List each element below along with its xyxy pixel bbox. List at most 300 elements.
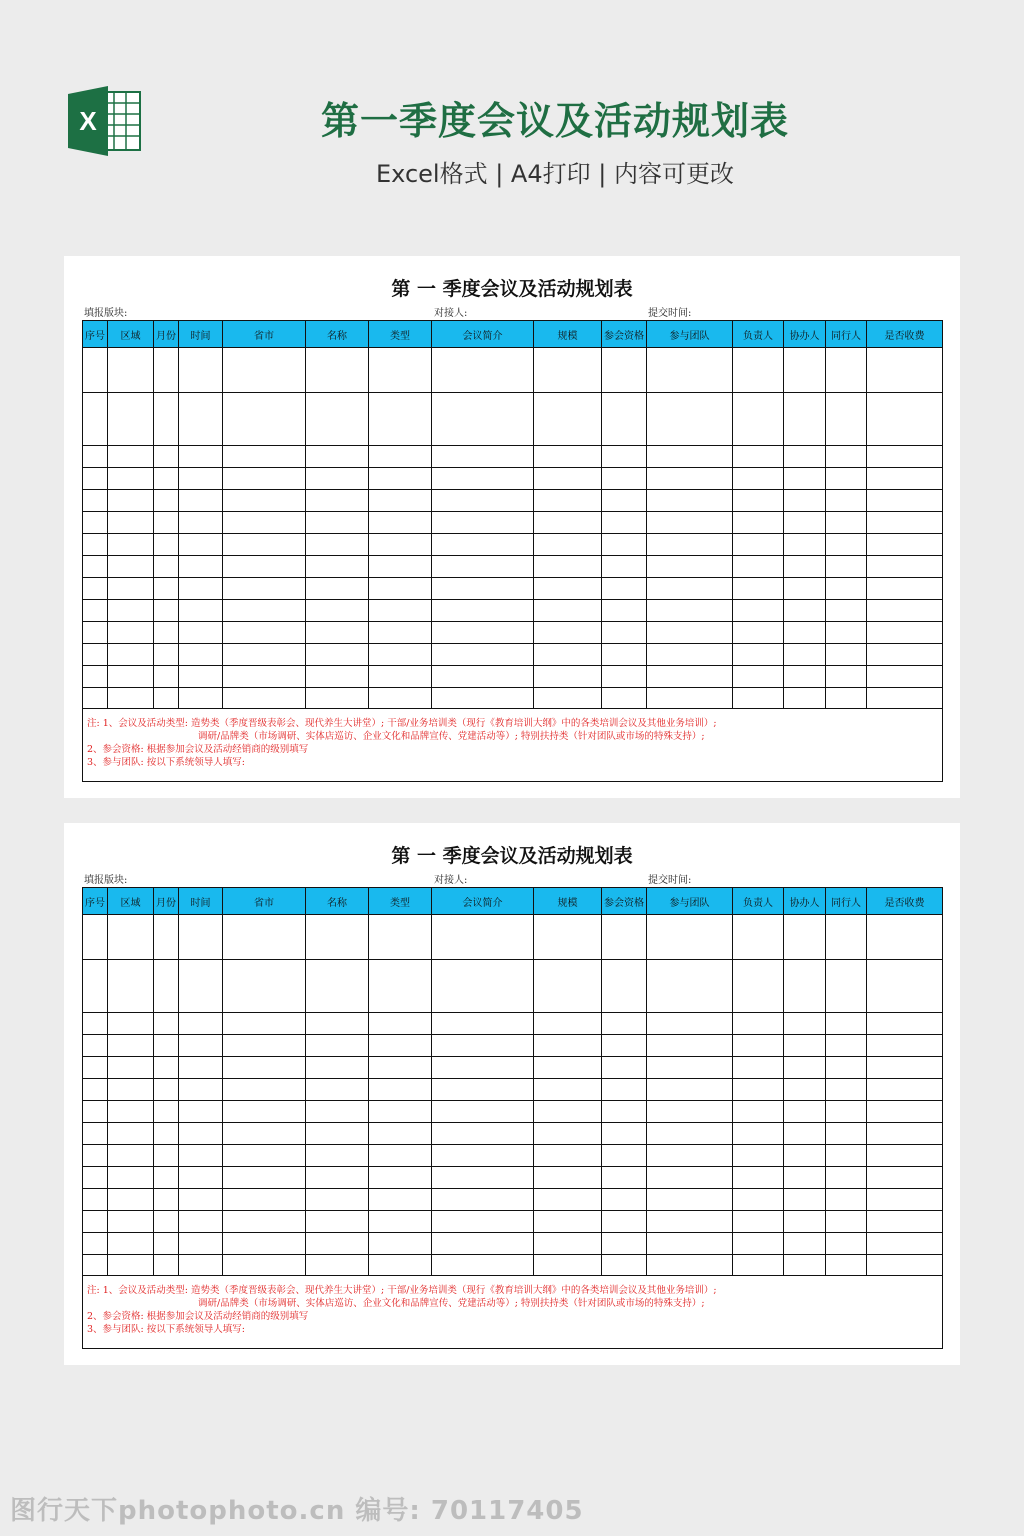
table-cell[interactable] [306,446,369,468]
table-cell[interactable] [784,1101,826,1123]
table-cell[interactable] [784,915,826,960]
table-cell[interactable] [867,446,943,468]
table-cell[interactable] [602,490,647,512]
table-cell[interactable] [369,1255,432,1276]
table-cell[interactable] [867,1255,943,1276]
table-cell[interactable] [369,960,432,1013]
table-cell[interactable] [647,468,733,490]
table-cell[interactable] [784,534,826,556]
table-cell[interactable] [534,1013,602,1035]
table-cell[interactable] [826,1211,867,1233]
table-cell[interactable] [154,1189,179,1211]
table-cell[interactable] [223,393,306,446]
table-cell[interactable] [602,1255,647,1276]
table-cell[interactable] [369,1101,432,1123]
table-cell[interactable] [647,556,733,578]
table-cell[interactable] [826,622,867,644]
table-cell[interactable] [369,644,432,666]
table-cell[interactable] [826,1189,867,1211]
table-cell[interactable] [179,578,223,600]
table-cell[interactable] [647,393,733,446]
table-cell[interactable] [306,1057,369,1079]
table-cell[interactable] [306,1189,369,1211]
table-cell[interactable] [534,622,602,644]
table-cell[interactable] [784,622,826,644]
table-cell[interactable] [647,1013,733,1035]
table-cell[interactable] [733,644,784,666]
table-cell[interactable] [602,446,647,468]
table-cell[interactable] [432,556,534,578]
table-cell[interactable] [154,915,179,960]
table-cell[interactable] [432,1189,534,1211]
table-cell[interactable] [602,1057,647,1079]
table-cell[interactable] [369,1123,432,1145]
table-cell[interactable] [223,915,306,960]
table-cell[interactable] [306,622,369,644]
table-cell[interactable] [83,644,108,666]
table-cell[interactable] [154,600,179,622]
table-cell[interactable] [647,600,733,622]
table-cell[interactable] [154,490,179,512]
table-cell[interactable] [534,1189,602,1211]
table-cell[interactable] [154,468,179,490]
table-cell[interactable] [867,512,943,534]
table-cell[interactable] [179,512,223,534]
table-cell[interactable] [647,915,733,960]
table-cell[interactable] [179,915,223,960]
table-cell[interactable] [154,666,179,688]
table-cell[interactable] [534,688,602,709]
table-cell[interactable] [154,1123,179,1145]
table-cell[interactable] [784,512,826,534]
table-cell[interactable] [784,1211,826,1233]
table-cell[interactable] [179,688,223,709]
table-cell[interactable] [432,1013,534,1035]
table-cell[interactable] [534,1101,602,1123]
table-cell[interactable] [647,1145,733,1167]
table-cell[interactable] [733,1233,784,1255]
table-cell[interactable] [602,600,647,622]
table-cell[interactable] [83,688,108,709]
table-cell[interactable] [647,446,733,468]
table-cell[interactable] [179,1013,223,1035]
table-cell[interactable] [867,644,943,666]
table-cell[interactable] [867,578,943,600]
table-cell[interactable] [223,556,306,578]
table-cell[interactable] [223,1189,306,1211]
table-cell[interactable] [179,468,223,490]
table-cell[interactable] [826,393,867,446]
table-cell[interactable] [602,1211,647,1233]
table-cell[interactable] [647,1211,733,1233]
table-cell[interactable] [534,1211,602,1233]
table-cell[interactable] [179,1255,223,1276]
table-cell[interactable] [784,348,826,393]
table-cell[interactable] [108,1233,154,1255]
table-cell[interactable] [733,688,784,709]
table-cell[interactable] [223,468,306,490]
table-cell[interactable] [733,578,784,600]
table-cell[interactable] [784,1123,826,1145]
table-cell[interactable] [432,468,534,490]
table-cell[interactable] [223,688,306,709]
table-cell[interactable] [647,578,733,600]
table-cell[interactable] [432,1211,534,1233]
table-cell[interactable] [369,393,432,446]
table-cell[interactable] [733,1255,784,1276]
table-cell[interactable] [179,1189,223,1211]
table-cell[interactable] [83,393,108,446]
table-cell[interactable] [647,1189,733,1211]
table-cell[interactable] [826,1101,867,1123]
table-cell[interactable] [432,1167,534,1189]
table-cell[interactable] [108,960,154,1013]
table-cell[interactable] [432,1123,534,1145]
table-cell[interactable] [223,1013,306,1035]
table-cell[interactable] [369,578,432,600]
table-cell[interactable] [534,578,602,600]
table-cell[interactable] [534,1255,602,1276]
table-cell[interactable] [826,468,867,490]
table-cell[interactable] [647,622,733,644]
table-cell[interactable] [223,600,306,622]
table-cell[interactable] [223,1123,306,1145]
table-cell[interactable] [154,1101,179,1123]
table-cell[interactable] [867,1145,943,1167]
table-cell[interactable] [432,1255,534,1276]
table-cell[interactable] [369,556,432,578]
table-cell[interactable] [867,468,943,490]
table-cell[interactable] [784,644,826,666]
table-cell[interactable] [784,578,826,600]
table-cell[interactable] [432,600,534,622]
table-cell[interactable] [826,490,867,512]
table-cell[interactable] [867,960,943,1013]
table-cell[interactable] [647,1123,733,1145]
table-cell[interactable] [733,1079,784,1101]
table-cell[interactable] [306,348,369,393]
table-cell[interactable] [534,1035,602,1057]
table-cell[interactable] [179,556,223,578]
table-cell[interactable] [733,960,784,1013]
table-cell[interactable] [826,1123,867,1145]
table-cell[interactable] [223,666,306,688]
table-cell[interactable] [179,1057,223,1079]
table-cell[interactable] [647,666,733,688]
table-cell[interactable] [108,512,154,534]
table-cell[interactable] [369,622,432,644]
table-cell[interactable] [432,490,534,512]
table-cell[interactable] [784,1079,826,1101]
table-cell[interactable] [369,688,432,709]
table-cell[interactable] [83,490,108,512]
table-cell[interactable] [179,393,223,446]
table-cell[interactable] [826,1233,867,1255]
table-cell[interactable] [647,348,733,393]
table-cell[interactable] [108,1167,154,1189]
table-cell[interactable] [867,666,943,688]
table-cell[interactable] [306,468,369,490]
table-cell[interactable] [826,578,867,600]
table-cell[interactable] [647,644,733,666]
table-cell[interactable] [223,578,306,600]
table-cell[interactable] [369,490,432,512]
table-cell[interactable] [108,622,154,644]
table-cell[interactable] [647,534,733,556]
table-cell[interactable] [867,1233,943,1255]
table-cell[interactable] [867,622,943,644]
table-cell[interactable] [784,688,826,709]
table-cell[interactable] [647,1167,733,1189]
table-cell[interactable] [602,468,647,490]
table-cell[interactable] [83,578,108,600]
table-cell[interactable] [432,688,534,709]
table-cell[interactable] [108,1079,154,1101]
table-cell[interactable] [179,1233,223,1255]
table-cell[interactable] [826,1167,867,1189]
table-cell[interactable] [369,1145,432,1167]
table-cell[interactable] [733,348,784,393]
table-cell[interactable] [867,534,943,556]
table-cell[interactable] [179,600,223,622]
table-cell[interactable] [154,446,179,468]
table-cell[interactable] [432,644,534,666]
table-cell[interactable] [826,1079,867,1101]
table-cell[interactable] [83,556,108,578]
table-cell[interactable] [154,1013,179,1035]
table-cell[interactable] [602,644,647,666]
table-cell[interactable] [733,1145,784,1167]
table-cell[interactable] [826,1035,867,1057]
table-cell[interactable] [154,1035,179,1057]
table-cell[interactable] [306,1035,369,1057]
table-cell[interactable] [369,1013,432,1035]
table-cell[interactable] [647,1035,733,1057]
table-cell[interactable] [306,1233,369,1255]
table-cell[interactable] [83,1167,108,1189]
table-cell[interactable] [534,534,602,556]
table-cell[interactable] [179,446,223,468]
table-cell[interactable] [784,468,826,490]
table-cell[interactable] [602,666,647,688]
table-cell[interactable] [432,446,534,468]
table-cell[interactable] [534,1057,602,1079]
table-cell[interactable] [784,393,826,446]
table-cell[interactable] [369,915,432,960]
table-cell[interactable] [602,1233,647,1255]
table-cell[interactable] [306,915,369,960]
table-cell[interactable] [826,446,867,468]
table-cell[interactable] [306,1211,369,1233]
table-cell[interactable] [306,644,369,666]
table-cell[interactable] [867,348,943,393]
table-cell[interactable] [867,1167,943,1189]
table-cell[interactable] [867,688,943,709]
table-cell[interactable] [733,1057,784,1079]
table-cell[interactable] [83,622,108,644]
table-cell[interactable] [534,1167,602,1189]
table-cell[interactable] [647,1233,733,1255]
table-cell[interactable] [306,512,369,534]
table-cell[interactable] [602,915,647,960]
table-cell[interactable] [602,556,647,578]
table-cell[interactable] [432,393,534,446]
table-cell[interactable] [432,534,534,556]
table-cell[interactable] [733,1167,784,1189]
table-cell[interactable] [369,1211,432,1233]
table-cell[interactable] [534,960,602,1013]
table-cell[interactable] [733,393,784,446]
table-cell[interactable] [826,915,867,960]
table-cell[interactable] [867,1123,943,1145]
table-cell[interactable] [179,960,223,1013]
table-cell[interactable] [432,1035,534,1057]
table-cell[interactable] [826,534,867,556]
table-cell[interactable] [826,1145,867,1167]
table-cell[interactable] [784,600,826,622]
table-cell[interactable] [733,1211,784,1233]
table-cell[interactable] [432,512,534,534]
table-cell[interactable] [602,534,647,556]
table-cell[interactable] [83,1101,108,1123]
table-cell[interactable] [108,556,154,578]
table-cell[interactable] [733,1101,784,1123]
table-cell[interactable] [154,534,179,556]
table-cell[interactable] [108,1211,154,1233]
table-cell[interactable] [826,644,867,666]
table-cell[interactable] [534,446,602,468]
table-cell[interactable] [179,1211,223,1233]
table-cell[interactable] [154,1233,179,1255]
table-cell[interactable] [602,1079,647,1101]
table-cell[interactable] [83,1035,108,1057]
table-cell[interactable] [369,666,432,688]
table-cell[interactable] [602,578,647,600]
table-cell[interactable] [826,960,867,1013]
table-cell[interactable] [647,1255,733,1276]
table-cell[interactable] [108,468,154,490]
table-cell[interactable] [108,1013,154,1035]
table-cell[interactable] [784,1145,826,1167]
table-cell[interactable] [83,1145,108,1167]
table-cell[interactable] [108,348,154,393]
table-cell[interactable] [154,1057,179,1079]
table-cell[interactable] [733,915,784,960]
table-cell[interactable] [306,1145,369,1167]
table-cell[interactable] [108,600,154,622]
table-cell[interactable] [154,348,179,393]
table-cell[interactable] [83,1013,108,1035]
table-cell[interactable] [223,1057,306,1079]
table-cell[interactable] [154,622,179,644]
table-cell[interactable] [223,490,306,512]
table-cell[interactable] [223,1211,306,1233]
table-cell[interactable] [306,1123,369,1145]
table-cell[interactable] [867,1013,943,1035]
table-cell[interactable] [826,600,867,622]
table-cell[interactable] [369,600,432,622]
table-cell[interactable] [223,1079,306,1101]
table-cell[interactable] [369,1189,432,1211]
table-cell[interactable] [784,1057,826,1079]
table-cell[interactable] [83,1079,108,1101]
table-cell[interactable] [306,1255,369,1276]
table-cell[interactable] [784,1233,826,1255]
table-cell[interactable] [154,688,179,709]
table-cell[interactable] [108,915,154,960]
table-cell[interactable] [108,1057,154,1079]
table-cell[interactable] [369,446,432,468]
table-cell[interactable] [154,512,179,534]
table-cell[interactable] [369,348,432,393]
table-cell[interactable] [867,1035,943,1057]
table-cell[interactable] [534,468,602,490]
table-cell[interactable] [154,960,179,1013]
table-cell[interactable] [154,1167,179,1189]
table-cell[interactable] [306,666,369,688]
table-cell[interactable] [306,1167,369,1189]
table-cell[interactable] [154,393,179,446]
table-cell[interactable] [179,348,223,393]
table-cell[interactable] [534,1145,602,1167]
table-cell[interactable] [733,666,784,688]
table-cell[interactable] [534,1233,602,1255]
table-cell[interactable] [647,688,733,709]
table-cell[interactable] [602,1101,647,1123]
table-cell[interactable] [306,490,369,512]
table-cell[interactable] [108,1189,154,1211]
table-cell[interactable] [108,578,154,600]
table-cell[interactable] [306,556,369,578]
table-cell[interactable] [784,446,826,468]
table-cell[interactable] [83,915,108,960]
table-cell[interactable] [432,666,534,688]
table-cell[interactable] [602,622,647,644]
table-cell[interactable] [867,1079,943,1101]
table-cell[interactable] [223,1035,306,1057]
table-cell[interactable] [647,1101,733,1123]
table-cell[interactable] [108,1255,154,1276]
table-cell[interactable] [733,446,784,468]
table-cell[interactable] [733,534,784,556]
table-cell[interactable] [369,534,432,556]
table-cell[interactable] [733,622,784,644]
table-cell[interactable] [867,1101,943,1123]
table-cell[interactable] [83,446,108,468]
table-cell[interactable] [602,1167,647,1189]
table-cell[interactable] [154,578,179,600]
table-cell[interactable] [534,1123,602,1145]
table-cell[interactable] [647,1079,733,1101]
table-cell[interactable] [784,960,826,1013]
table-cell[interactable] [306,688,369,709]
table-cell[interactable] [223,1255,306,1276]
table-cell[interactable] [306,1079,369,1101]
table-cell[interactable] [83,960,108,1013]
table-cell[interactable] [179,490,223,512]
table-cell[interactable] [179,622,223,644]
table-cell[interactable] [223,348,306,393]
table-cell[interactable] [223,1101,306,1123]
table-cell[interactable] [867,1211,943,1233]
table-cell[interactable] [83,468,108,490]
table-cell[interactable] [83,600,108,622]
table-cell[interactable] [83,1211,108,1233]
table-cell[interactable] [369,1233,432,1255]
table-cell[interactable] [432,915,534,960]
table-cell[interactable] [826,348,867,393]
table-cell[interactable] [83,1189,108,1211]
